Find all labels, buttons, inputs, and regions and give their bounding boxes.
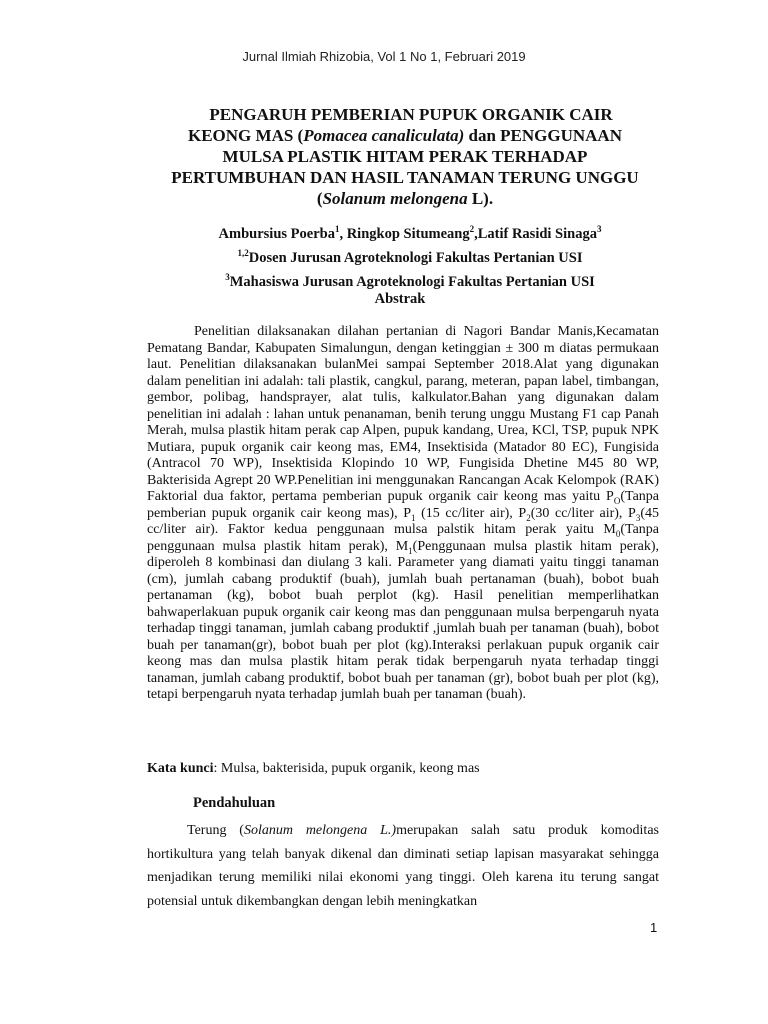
title-line-2: KEONG MAS (Pomacea canaliculata) dan PENGGUNAAN xyxy=(188,126,622,145)
abstract-heading: Abstrak xyxy=(374,291,426,307)
affiliation-2: $^3$Mahasiswa Jurusan Agroteknologi Fakultas Pertanian USI xyxy=(225,271,595,290)
intro-paragraph: Terung (Solanum melongena L.)merupakan salah satu produk komoditas hortikultura yang telah banyak dikenal dan diminati setiap lapisan masyarakat sehingga menjadikan terung memiliki nilai ekonomi yang tinggi. Oleh karena itu terung sangat potensial untuk dikembangkan dengan lebih meningkatkan xyxy=(147,823,659,909)
page-number: 1 xyxy=(650,920,658,935)
keywords xyxy=(147,761,667,777)
title-species-2-italic: Solanum melongena xyxy=(322,189,468,208)
journal-header: Jurnal Ilmiah Rhizobia, Vol 1 No 1, Februari 2019 xyxy=(242,49,526,64)
title-line-4: PERTUMBUHAN DAN HASIL TANAMAN TERUNG UNGGU xyxy=(171,168,639,187)
keywords-label: Kata kunci xyxy=(147,761,214,776)
title-species-italic: Pomacea canaliculata) xyxy=(303,126,465,145)
keywords-text: : Mulsa, bakterisida, pupuk organik, keong mas xyxy=(213,761,480,776)
title-line-1: PENGARUH PEMBERIAN PUPUK ORGANIK CAIR xyxy=(209,105,613,124)
affiliation-1: $^{1,2}$Dosen Jurusan Agroteknologi Fakultas Pertanian USI xyxy=(237,247,583,266)
author-names: Ambursius Poerba$^1$, Ringkop Situmeang$^2$,Latif Rasidi Sinaga$^3$ xyxy=(218,224,602,242)
abstract-text: Penelitian dilaksanakan dilahan pertanian di Nagori Bandar Manis,Kecamatan Pematang Bandar, Kabupaten Simalungun, dengan ketinggian ± 300 m diatas permukaan laut. Penelitian dilaksanakan bulanMei sampai September 2018.Alat yang digunakan dalam penelitian ini adalah: tali plastik, cangkul, parang, meteran, papan label, timbangan, gembor, polibag, handsprayer, alat tulis, kalkulator.Bahan yang digunakan dalam penelitian ini adalah : lahan untuk penanaman, benih terung unggu Mustang F1 cap Panah Merah, mulsa plastik hitam perak cap Alpen, pupuk kandang, Urea, KCl, TSP, pupuk NPK Mutiara, pupuk organik cair keong mas, EM4, Insektisida (Matador 80 EC), Fungisida (Antracol 70 WP), Insektisida Klopindo 10 WP, Fungisida Dhetine M45 80 WP, Bakterisida Agrept 20 WP.Penelitian ini menggunakan Rancangan Acak Kelompok (RAK) Faktorial dua faktor, pertama pemberian pupuk organik cair keong mas yaitu $P_O(Tanpa$ pemberian pupuk organik cair keong mas), $P_1$ (15 cc/liter air), $P_2(30$ cc/liter air), $P_3(45$ cc/liter air). Faktor kedua penggunaan mulsa palstik hitam perak yaitu $M_0(Tanpa$ penggunaan mulsa plastik hitam perak), $M_1(Penggunaan$ mulsa plastik hitam perak), diperoleh 8 kombinasi dan diulang 3 kali. Parameter yang diamati yaitu tinggi tanaman (cm), jumlah cabang produktif (buah), jumlah buah pertanaman (buah), bobot buah pertanaman (kg), bobot buah perplot (kg). Hasil penelitian memperlihatkan bahwaperlakuan pupuk organik cair keong mas dan penggunaan mulsa berpengaruh nyata terhadap tinggi tanaman, jumlah cabang produktif ,jumlah buah per tanaman (buah), bobot buah per tanaman(gr), bobot buah per plot (kg).Interaksi perlakuan pupuk organik cair keong mas dan mulsa plastik hitam perak tidak berpengaruh nyata terhadap tinggi tanaman, jumlah cabang produktif, bobot buah per tanaman (gr), bobot buah per plot (kg), tetapi berpengaruh nyata terhadap jumlah buah per tanaman (buah). xyxy=(147,324,660,702)
title-line-5: (Solanum melongena L). xyxy=(316,189,494,208)
intro-heading: Pendahuluan xyxy=(193,795,276,811)
title-line-3: MULSA PLASTIK HITAM PERAK TERHADAP xyxy=(222,147,588,166)
author-block xyxy=(120,220,700,291)
paper-title xyxy=(140,104,670,209)
